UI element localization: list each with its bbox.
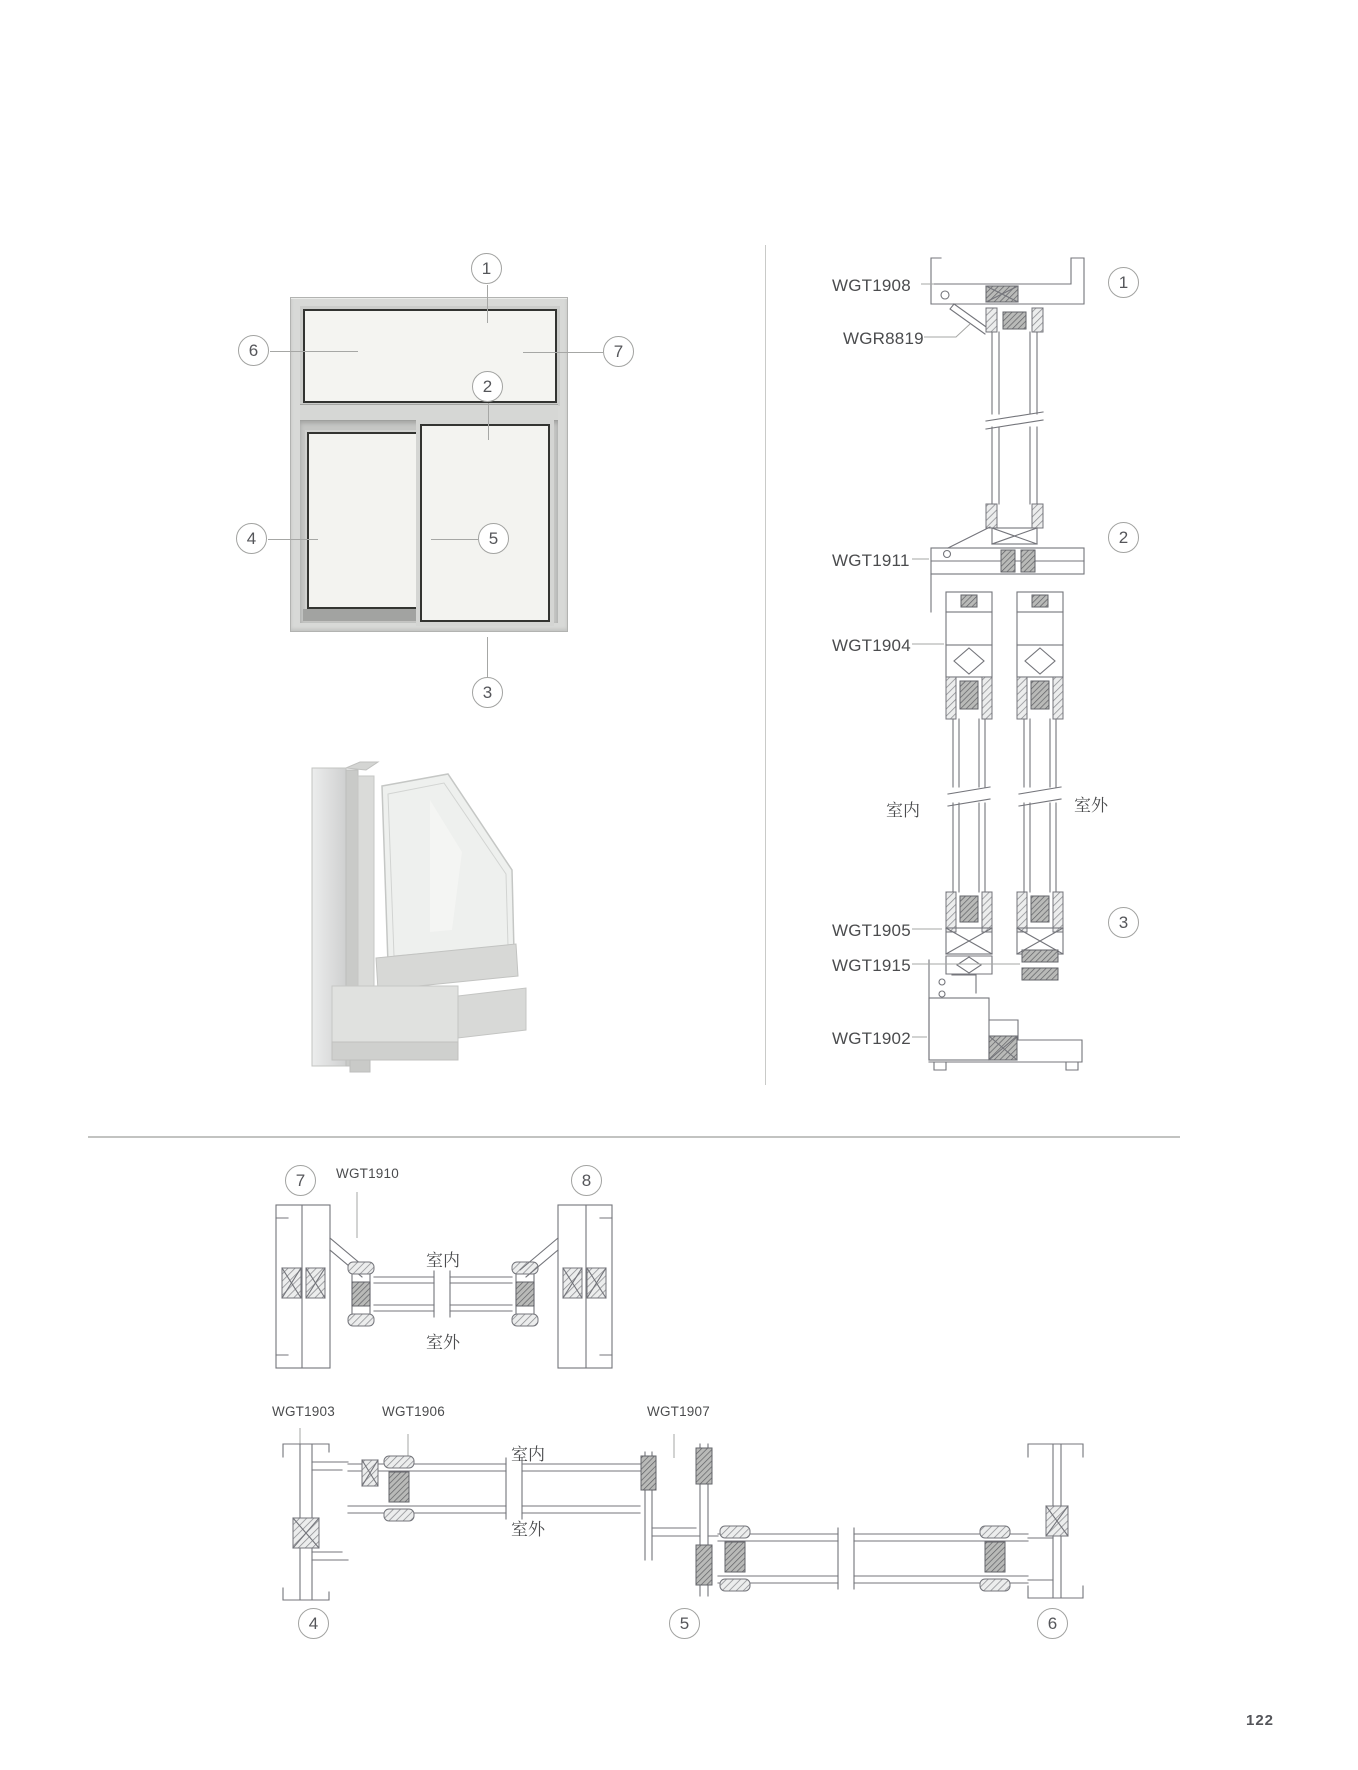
detail-callout-4: 4 <box>298 1608 329 1639</box>
leader-6 <box>270 351 358 352</box>
callout-4: 4 <box>236 523 267 554</box>
frame-detail-6 <box>1028 1444 1083 1598</box>
indoor-label-vertical: 室内 <box>886 801 920 820</box>
transom-profile <box>931 548 1084 612</box>
callout-7: 7 <box>603 336 634 367</box>
callout-1: 1 <box>471 253 502 284</box>
indoor-label-4-5-6: 室内 <box>511 1445 545 1464</box>
outdoor-label-vertical: 室外 <box>1074 796 1108 815</box>
bottom-track-shadow <box>303 609 425 621</box>
fixed-glazing <box>948 308 1043 548</box>
part-label-wgr8819: WGR8819 <box>843 329 924 348</box>
callout-6: 6 <box>238 335 269 366</box>
part-label-wgt1902: WGT1902 <box>832 1029 911 1048</box>
frame-wgt1903 <box>283 1444 348 1600</box>
upper-glazing-run <box>348 1456 640 1521</box>
fixed-pane <box>303 309 557 403</box>
transom-bar <box>300 404 558 421</box>
detail-callout-5: 5 <box>669 1608 700 1639</box>
sliding-sash-right <box>420 424 550 622</box>
head-frame-profile <box>931 258 1084 304</box>
lower-glazing-run <box>718 1526 1028 1591</box>
callout-2: 2 <box>472 371 503 402</box>
profile-3d-render <box>280 690 580 1090</box>
horizontal-divider <box>88 1136 1180 1138</box>
callout-3: 3 <box>472 677 503 708</box>
part-label-wgt1906: WGT1906 <box>382 1404 445 1419</box>
sliding-sash-left <box>307 432 419 609</box>
sliding-track-area <box>300 421 558 623</box>
outdoor-label-4-5-6: 室外 <box>511 1520 545 1539</box>
outdoor-label-7-8: 室外 <box>426 1333 460 1352</box>
interlock-detail-5 <box>641 1444 718 1596</box>
detail-callout-8: 8 <box>571 1165 602 1196</box>
glazing-run-7-8 <box>348 1262 538 1326</box>
window-elevation <box>290 297 568 632</box>
leader-5 <box>431 539 478 540</box>
gasket-profile <box>950 304 989 334</box>
part-label-wgt1910: WGT1910 <box>336 1166 399 1181</box>
part-label-wgt1903: WGT1903 <box>272 1404 335 1419</box>
part-label-wgt1904: WGT1904 <box>832 636 911 655</box>
part-label-wgt1911: WGT1911 <box>832 551 910 570</box>
vertical-section-drawing <box>760 215 1190 1095</box>
page-number: 122 <box>1246 1712 1275 1729</box>
detail-callout-6: 6 <box>1037 1608 1068 1639</box>
section-callout-3: 3 <box>1108 907 1139 938</box>
part-label-wgt1908: WGT1908 <box>832 276 911 295</box>
leader-7 <box>523 352 603 353</box>
part-label-wgt1907: WGT1907 <box>647 1404 710 1419</box>
section-callout-1: 1 <box>1108 267 1139 298</box>
detail-callout-7: 7 <box>285 1165 316 1196</box>
leader-4 <box>268 539 318 540</box>
leader-2 <box>488 403 489 440</box>
leader-lines <box>912 284 1020 1037</box>
leader-1 <box>487 285 488 323</box>
sill-frame-profile <box>929 960 1082 1070</box>
leader-3 <box>487 637 488 677</box>
part-label-wgt1915: WGT1915 <box>832 956 911 975</box>
section-callout-2: 2 <box>1108 522 1139 553</box>
callout-5: 5 <box>478 523 509 554</box>
sliding-sash-sections <box>946 592 1063 980</box>
indoor-label-7-8: 室内 <box>426 1251 460 1270</box>
part-label-wgt1905: WGT1905 <box>832 921 911 940</box>
